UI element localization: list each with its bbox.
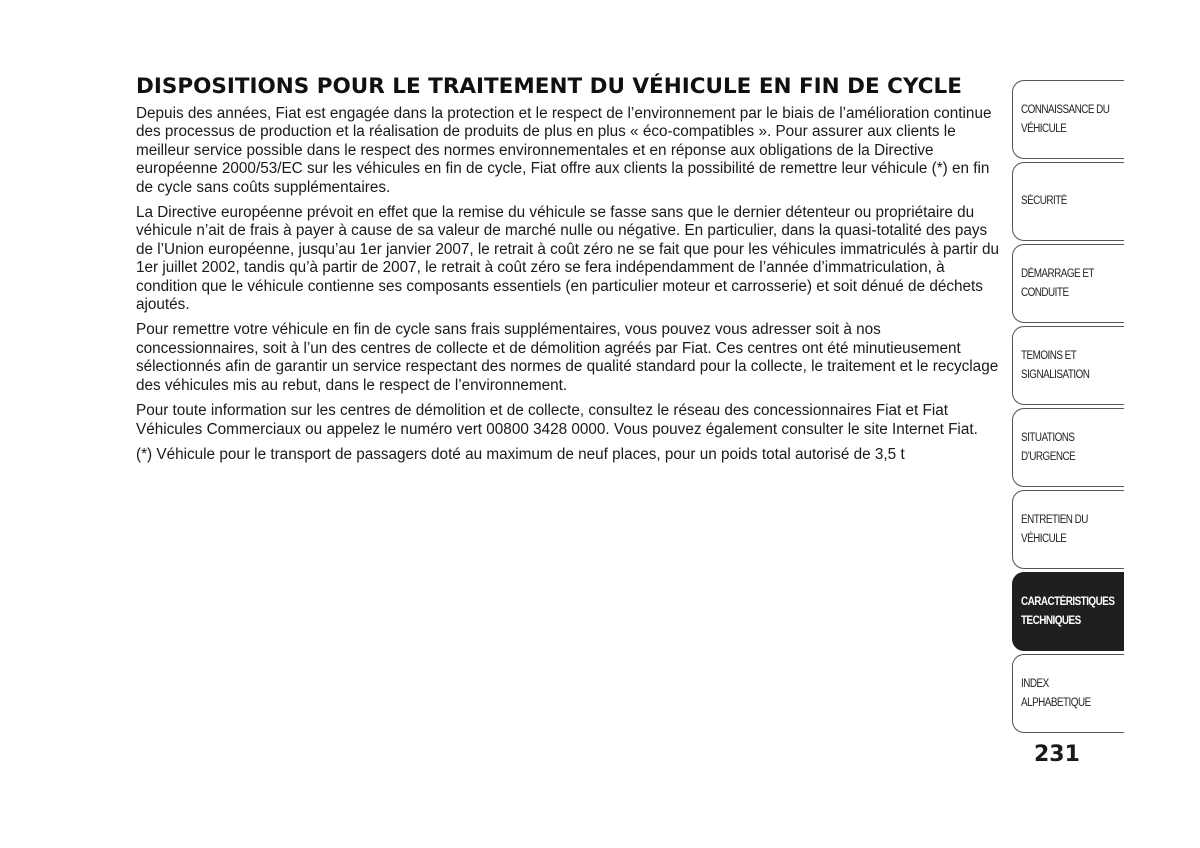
- page-title: DISPOSITIONS POUR LE TRAITEMENT DU VÉHICULE EN FIN DE CYCLE: [136, 74, 962, 99]
- tab-label: CARACTÉRISTIQUES TECHNIQUES: [1021, 595, 1115, 627]
- tab-label: DÉMARRAGE ET CONDUITE: [1021, 267, 1094, 299]
- tab-securite[interactable]: [1012, 162, 1124, 241]
- footnote: (*) Véhicule pour le transport de passagers doté au maximum de neuf places, pour un poids total autorisé de 3,5 t: [136, 445, 905, 463]
- tab-demarrage-et-conduite[interactable]: [1012, 244, 1124, 323]
- paragraph: La Directive européenne prévoit en effet que la remise du véhicule se fasse sans que le dernier détenteur ou propriétaire du véhicule n’ait de frais à payer à cause de sa valeur de marché nulle ou négative. En particulier, dans la quasi-totalité des pays de l’Union européenne, jusqu’au 1er janvier 2007, le retrait à coût zéro ne se fait que pour les véhicules immatriculés à partir du 1er juillet 2002, tandis qu’à partir de 2007, le retrait à coût zéro se fera indépendamment de l’année d’immatriculation, à condition que le véhicule contienne ses composants essentiels (en particulier moteur et carrosserie) et soit dénué de déchets ajoutés.: [136, 204, 1000, 314]
- chapter-tabs: [1012, 80, 1124, 736]
- tab-label: CONNAISSANCE DU VÉHICULE: [1021, 103, 1110, 135]
- page-number: 231: [1034, 742, 1080, 767]
- tab-label: TEMOINS ET SIGNALISATION: [1021, 349, 1090, 381]
- main-content: [136, 74, 1002, 471]
- tab-connaissance-du-vehicule[interactable]: [1012, 80, 1124, 159]
- tab-label: SITUATIONS D’URGENCE: [1021, 431, 1076, 463]
- tab-label: INDEX ALPHABETIQUE: [1021, 677, 1091, 709]
- tab-label: ENTRETIEN DU VÉHICULE: [1021, 513, 1088, 545]
- paragraph: Pour toute information sur les centres de démolition et de collecte, consultez le réseau des concessionnaires Fiat et Fiat Véhicules Commerciaux ou appelez le numéro vert 00800 3428 0000. Vous pouvez également consulter le site Internet Fiat.: [136, 402, 978, 438]
- paragraph: Pour remettre votre véhicule en fin de cycle sans frais supplémentaires, vous pouvez vous adresser soit à nos concessionnaires, soit à l’un des centres de collecte et de démolition agréés par Fiat. Ces centres ont été minutieusement sélectionnés afin de garantir un service respectant des normes de qualité standard pour la collecte, le traitement et le recyclage des véhicules mis au rebut, dans le respect de l’environnement.: [136, 321, 999, 394]
- tab-index-alphabetique[interactable]: [1012, 654, 1124, 733]
- tab-caracteristiques-techniques[interactable]: [1012, 572, 1124, 651]
- tab-situations-d-urgence[interactable]: [1012, 408, 1124, 487]
- tab-temoins-et-signalisation[interactable]: [1012, 326, 1124, 405]
- tab-entretien-du-vehicule[interactable]: [1012, 490, 1124, 569]
- tab-label: SÉCURITÉ: [1021, 195, 1067, 207]
- paragraph: Depuis des années, Fiat est engagée dans la protection et le respect de l’environnement par le biais de l’amélioration continue des processus de production et la réalisation de produits de plus en plus « éco-compatibles ». Pour assurer aux clients le meilleur service possible dans le respect des normes environnementales et en réponse aux obligations de la Directive européenne 2000/53/EC sur les véhicules en fin de cycle, Fiat offre aux clients la possibilité de remettre leur véhicule (*) en fin de cycle sans coûts supplémentaires.: [136, 105, 992, 196]
